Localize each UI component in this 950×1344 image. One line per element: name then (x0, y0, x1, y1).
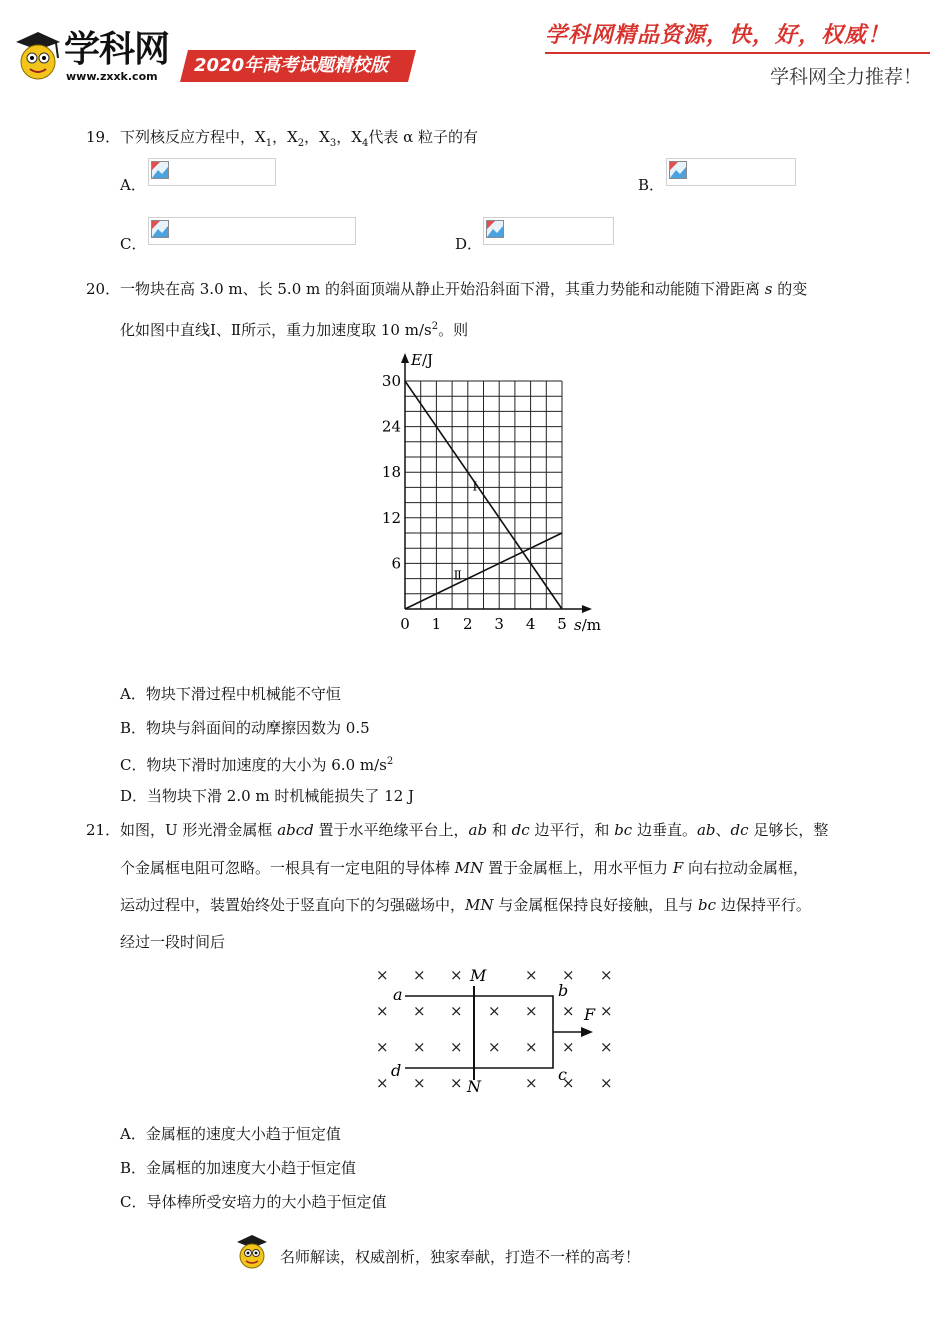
field-cross-mark: × (600, 1038, 613, 1056)
field-cross-mark: × (562, 1002, 575, 1020)
x-tick-label: 1 (431, 615, 442, 633)
label-d: d (391, 1061, 402, 1080)
field-cross-mark: × (562, 1074, 575, 1092)
broken-image-icon (486, 220, 504, 238)
q20-option-c: C．物块下滑时加速度的大小为 6.0 $m/s^2$ (120, 756, 394, 774)
q19-stem-pre: 下列核反应方程中， (120, 128, 256, 146)
series-label-2: Ⅱ (453, 568, 462, 583)
label-m: M (470, 966, 487, 985)
footer-text: 名师解读，权威剖析，独家奉献，打造不一样的高考！ (280, 1248, 641, 1266)
q19-x4: $X_4$ (351, 128, 369, 149)
field-cross-mark: × (413, 1038, 426, 1056)
label-n: N (467, 1077, 481, 1096)
label-b: b (558, 981, 569, 1000)
y-axis-arrow (401, 353, 409, 363)
field-cross-mark: × (376, 1002, 389, 1020)
field-cross-mark: × (525, 1074, 538, 1092)
x-tick-label: 0 (400, 615, 410, 633)
field-cross-mark: × (600, 1074, 613, 1092)
q19-option-a-image (148, 158, 276, 186)
q20-option-b: B．物块与斜面间的动摩擦因数为 0.5 (120, 719, 370, 737)
broken-image-icon (151, 161, 169, 179)
q19-option-a-label: A． (120, 176, 146, 194)
q21-number: 21． (86, 821, 121, 839)
logo-title: 学科网 (64, 29, 170, 70)
force-arrow-head (581, 1027, 593, 1037)
y-tick-label: 24 (381, 417, 401, 436)
field-cross-mark: × (450, 966, 463, 984)
q20-number: 20． (86, 280, 121, 298)
field-cross-mark: × (525, 1002, 538, 1020)
chart-labels (382, 351, 601, 634)
q19-number: 19． (86, 128, 121, 146)
field-cross-mark: × (376, 966, 389, 984)
broken-image-icon (669, 161, 687, 179)
handwritten-slogan: 学科网精品资源，快，好，权威！ (545, 22, 891, 48)
y-tick-label: 30 (381, 372, 401, 390)
field-cross-mark: × (376, 1074, 389, 1092)
q19-option-d-image (483, 217, 614, 245)
label-f: F (584, 1005, 596, 1024)
field-cross-mark: × (413, 966, 426, 984)
y-tick-label: 12 (381, 508, 401, 527)
series-label-1: Ⅰ (472, 479, 478, 494)
field-cross-mark: × (450, 1002, 463, 1020)
y-tick-label: 18 (381, 463, 401, 482)
mascot-footer-icon (234, 1232, 270, 1272)
q21-option-c: C．导体棒所受安培力的大小趋于恒定值 (120, 1193, 387, 1211)
header-rule (545, 52, 930, 54)
x-tick-label: 3 (494, 615, 504, 633)
logo-url: www.zxxk.com (66, 70, 158, 83)
q20-option-d: D．当物块下滑 2.0 m 时机械能损失了 12 J (120, 787, 415, 805)
label-a: a (393, 985, 403, 1004)
x-tick-label: 2 (463, 615, 473, 633)
q19-x1: $X_1$ (255, 128, 273, 149)
q19-option-b-image (666, 158, 796, 186)
chart-axes (401, 353, 592, 613)
q19-option-d-label: D． (455, 235, 483, 253)
energy-distance-chart (372, 348, 612, 638)
field-cross-mark: × (450, 1038, 463, 1056)
x-tick-label: 5 (557, 615, 567, 633)
q19-x2: $X_2$ (287, 128, 305, 149)
field-cross-mark: × (525, 966, 538, 984)
x-axis-arrow (582, 605, 592, 613)
field-cross-mark: × (525, 1038, 538, 1056)
q19-x3: $X_3$ (319, 128, 337, 149)
q21-option-b: B．金属框的加速度大小趋于恒定值 (120, 1159, 357, 1177)
x-axis-title: s/m (574, 616, 601, 634)
q19-option-b-label: B． (638, 176, 665, 194)
field-cross-mark: × (600, 1002, 613, 1020)
q21-option-a: A．金属框的速度大小趋于恒定值 (120, 1125, 341, 1143)
field-cross-mark: × (562, 1038, 575, 1056)
q20-option-a: A．物块下滑过程中机械能不守恒 (120, 685, 341, 703)
q19-option-c-image (148, 217, 356, 245)
field-cross-mark: × (488, 1002, 501, 1020)
field-cross-mark: × (413, 1074, 426, 1092)
y-tick-label: 6 (391, 554, 401, 573)
y-axis-title: E/J (411, 351, 434, 369)
field-cross-mark: × (600, 966, 613, 984)
field-cross-mark: × (413, 1002, 426, 1020)
field-cross-mark: × (488, 1038, 501, 1056)
slogan-sub: 学科网全力推荐！ (770, 66, 923, 88)
x-tick-label: 4 (525, 615, 536, 633)
broken-image-icon (151, 220, 169, 238)
magnetic-field-figure (365, 962, 625, 1098)
label-c: c (558, 1065, 567, 1084)
q19-option-c-label: C． (120, 235, 147, 253)
field-cross-mark: × (450, 1074, 463, 1092)
banner-title: 2020年高考试题精校版 (194, 55, 389, 76)
mascot-logo-icon (12, 28, 64, 86)
field-marks (376, 966, 613, 1092)
field-cross-mark: × (376, 1038, 389, 1056)
field-cross-mark: × (562, 966, 575, 984)
q19-stem-post: 代表 α 粒子的有 (368, 128, 478, 146)
